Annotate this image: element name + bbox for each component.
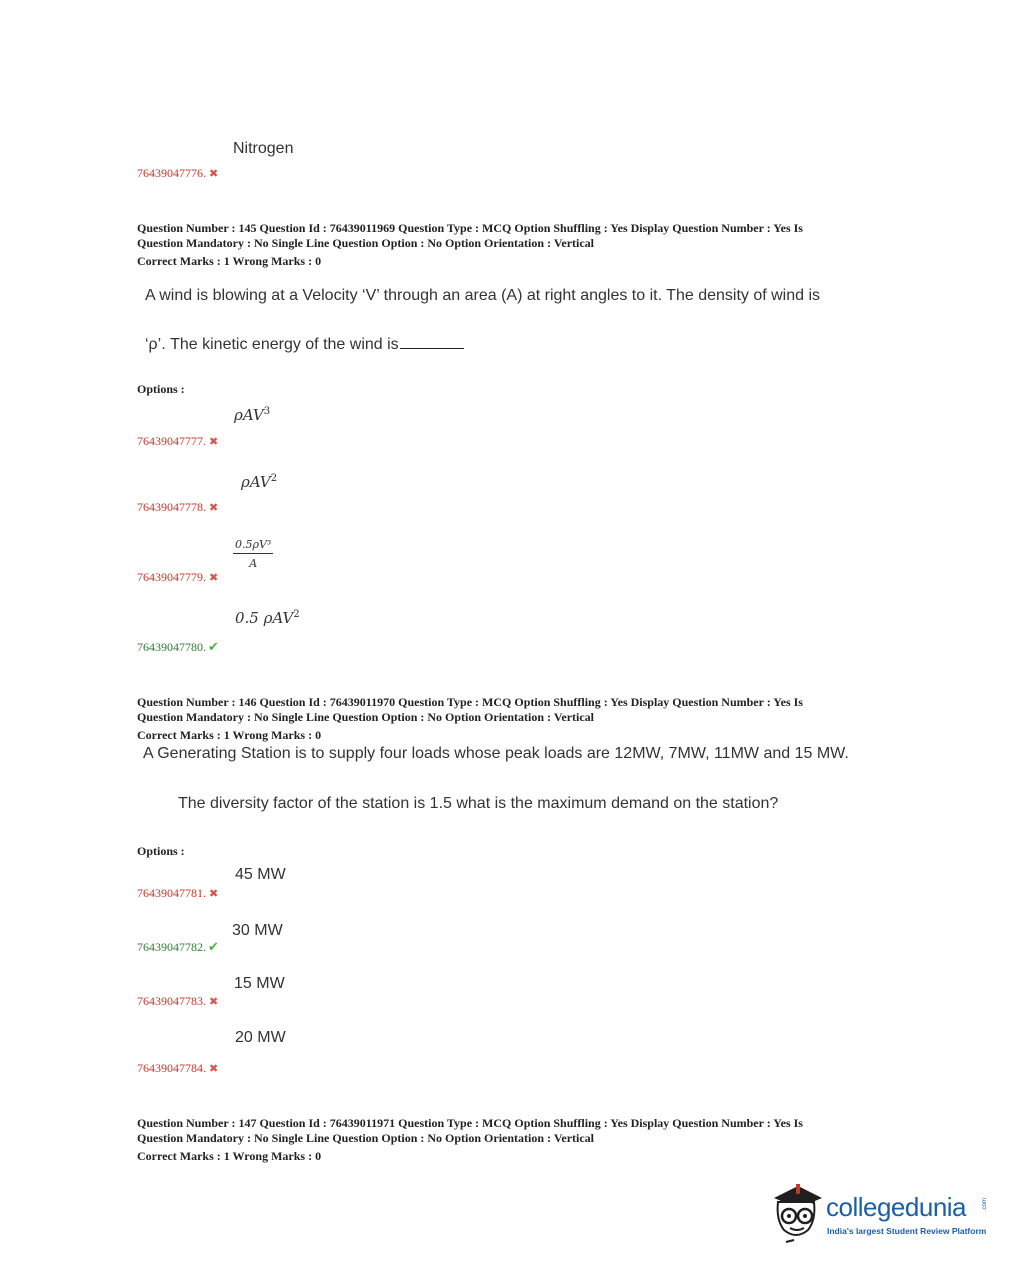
logo-wordmark: collegedunia xyxy=(826,1192,967,1222)
meta-line: Question Number : 146 Question Id : 76439011970 Question Type : MCQ Option Shuffling : Yes Display Question Number : Yes Is xyxy=(137,695,803,709)
check-icon: ✔ xyxy=(208,639,219,654)
logo-suffix: .com xyxy=(982,1198,988,1212)
question-text-line: The diversity factor of the station is 1.5 what is the maximum demand on the station? xyxy=(178,795,779,812)
meta-line: Question Mandatory : No Single Line Question Option : No Option Orientation : Vertical xyxy=(137,1131,595,1145)
meta-line: Correct Marks : 1 Wrong Marks : 0 xyxy=(137,254,322,268)
cross-icon: ✖ xyxy=(209,572,219,584)
check-icon: ✔ xyxy=(208,939,219,954)
option-id-wrong: 76439047778. ✖ xyxy=(137,500,219,514)
cross-icon: ✖ xyxy=(209,502,219,514)
option-math: 0.5 ρAV$^2$ xyxy=(235,609,300,627)
option-id-correct: 76439047780. ✔ xyxy=(137,639,219,654)
cross-icon: ✖ xyxy=(209,996,219,1008)
option-id-wrong: 76439047777. ✖ xyxy=(137,434,219,448)
option-text: 15 MW xyxy=(234,975,285,992)
cross-icon: ✖ xyxy=(209,888,219,900)
option-id-wrong: 76439047784. ✖ xyxy=(137,1061,219,1075)
fraction-denominator: A xyxy=(249,557,258,570)
meta-line: Question Number : 145 Question Id : 76439011969 Question Type : MCQ Option Shuffling : Yes Display Question Number : Yes Is xyxy=(137,221,803,235)
option-text: 30 MW xyxy=(232,922,283,939)
option-fraction xyxy=(233,538,273,570)
option-id-wrong: 76439047781. ✖ xyxy=(137,886,219,900)
fraction-numerator: 0.5ρV³ xyxy=(233,538,273,554)
question-text-line: A wind is blowing at a Velocity ‘V’ through an area (A) at right angles to it. The density of wind is xyxy=(145,287,821,304)
options-label: Options : xyxy=(137,382,185,396)
cross-icon: ✖ xyxy=(209,168,219,180)
option-math: ρAV$^3$ xyxy=(234,406,271,424)
meta-line: Question Mandatory : No Single Line Question Option : No Option Orientation : Vertical xyxy=(137,236,595,250)
question-text-line: ‘ρ’. The kinetic energy of the wind is xyxy=(145,336,464,354)
option-id-wrong: 76439047783. ✖ xyxy=(137,994,219,1008)
option-id-wrong: 76439047776. ✖ xyxy=(137,166,219,180)
question-meta xyxy=(137,220,897,269)
option-text: 45 MW xyxy=(235,866,286,883)
meta-line: Correct Marks : 1 Wrong Marks : 0 xyxy=(137,728,322,742)
question-meta xyxy=(137,694,897,743)
question-text-line: A Generating Station is to supply four loads whose peak loads are 12MW, 7MW, 11MW and 15 MW. xyxy=(143,745,849,762)
option-id-wrong: 76439047779. ✖ xyxy=(137,570,219,584)
meta-line: Question Mandatory : No Single Line Question Option : No Option Orientation : Vertical xyxy=(137,710,595,724)
option-text: 20 MW xyxy=(235,1029,286,1046)
question-meta xyxy=(137,1115,897,1164)
option-id-correct: 76439047782. ✔ xyxy=(137,939,219,954)
options-label: Options : xyxy=(137,844,185,858)
option-math: ρAV$^2$ xyxy=(241,473,278,491)
blank-line xyxy=(400,348,464,349)
cross-icon: ✖ xyxy=(209,436,219,448)
meta-line: Correct Marks : 1 Wrong Marks : 0 xyxy=(137,1149,322,1163)
logo-tagline: India's largest Student Review Platform xyxy=(827,1226,987,1236)
meta-line: Question Number : 147 Question Id : 76439011971 Question Type : MCQ Option Shuffling : Yes Display Question Number : Yes Is xyxy=(137,1116,803,1130)
cross-icon: ✖ xyxy=(209,1063,219,1075)
option-text: Nitrogen xyxy=(233,140,294,157)
collegedunia-logo[interactable] xyxy=(768,1180,998,1250)
mascot-icon xyxy=(768,1180,824,1246)
